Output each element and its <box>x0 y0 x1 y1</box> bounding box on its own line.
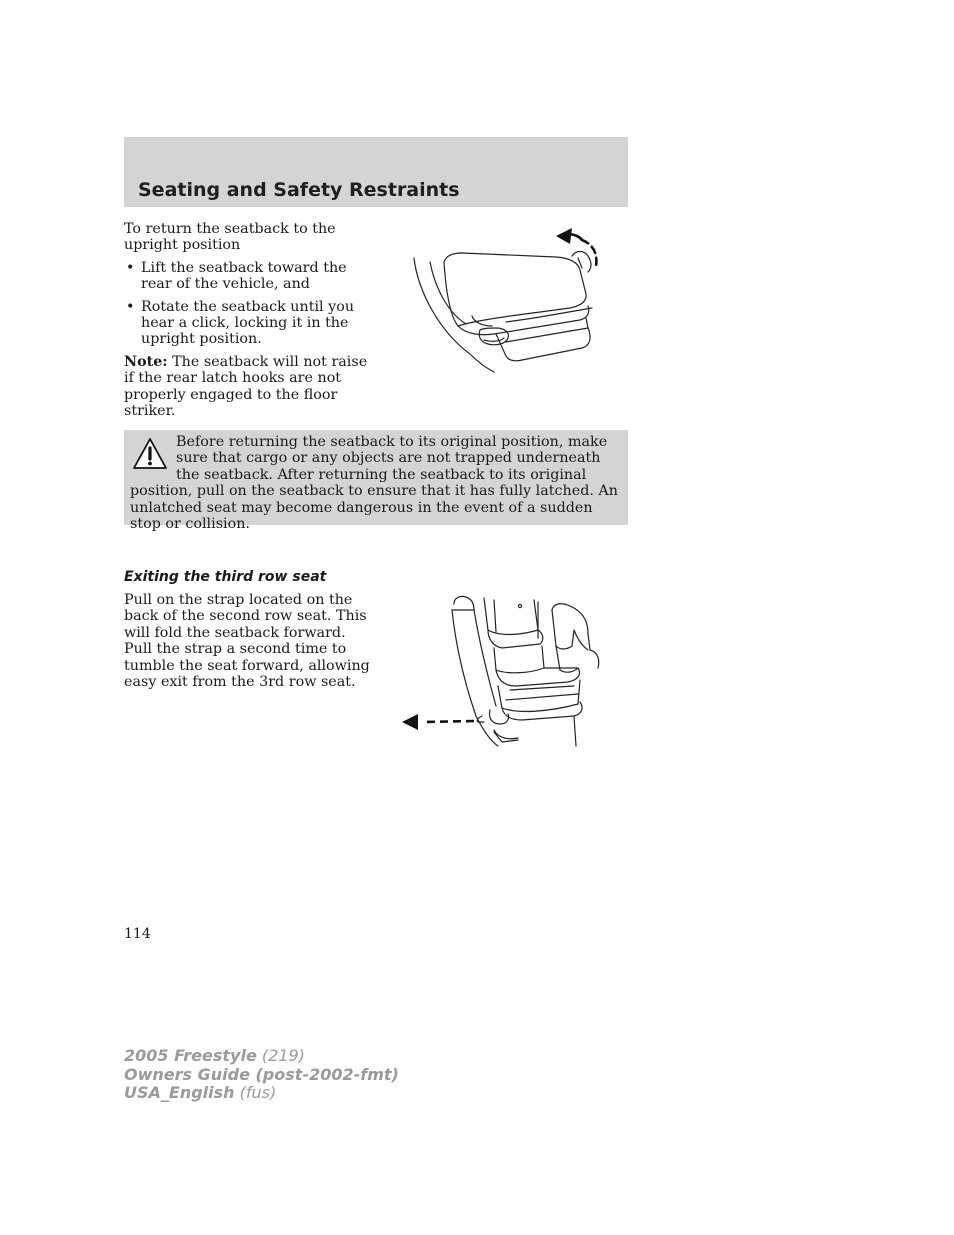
note-paragraph <box>124 354 374 420</box>
footer-line-3 <box>124 1084 399 1103</box>
footer-locale: USA_English <box>124 1083 235 1102</box>
exit-third-row-heading: Exiting the third row seat <box>124 569 327 585</box>
warning-box <box>124 430 628 533</box>
note-text: The seatback will not raise if the rear latch hooks are not properly engaged to the floor striker. <box>124 353 368 420</box>
intro-block <box>124 221 374 419</box>
footer-model-code: (219) <box>256 1046 305 1065</box>
warning-text: Before returning the seatback to its original position, make sure that cargo or any objects are not trapped underneath the seatback. After returning the seatback to its original position, pull on the seatback to ensure that it has fully latched. An unlatched seat may become dangerous in the event of a sudden stop or collision. <box>130 434 618 533</box>
section-title: Seating and Safety Restraints <box>138 179 460 201</box>
footer-locale-code: (fus) <box>234 1083 277 1102</box>
exit-third-row-text: Pull on the strap located on the back of the second row seat. This will fold the seatback forward. Pull the strap a second time to tumble the seat forward, allowing easy exit from the 3rd row seat. <box>124 592 370 691</box>
list-item <box>124 299 374 348</box>
footer-guide: Owners Guide (post-2002-fmt) <box>124 1064 399 1084</box>
page-number: 114 <box>124 926 151 942</box>
list-item <box>124 260 374 293</box>
warning-triangle-icon <box>132 436 168 472</box>
list-item-text: Rotate the seatback until you hear a click, locking it in the upright position. <box>141 298 355 348</box>
instruction-list <box>124 260 374 348</box>
list-item-text: Lift the seatback toward the rear of the vehicle, and <box>141 259 347 293</box>
seatback-raise-illustration <box>410 222 610 376</box>
footer-model: 2005 Freestyle <box>124 1046 257 1065</box>
document-footer <box>124 1047 399 1103</box>
note-label: Note: <box>124 353 168 370</box>
seat-tumble-illustration <box>398 590 602 752</box>
section-header-band <box>124 137 628 207</box>
footer-line-2 <box>124 1066 399 1085</box>
bullet-marker: • <box>126 298 135 315</box>
intro-lead: To return the seatback to the upright position <box>124 221 336 254</box>
bullet-marker: • <box>126 259 135 276</box>
footer-line-1 <box>124 1047 399 1066</box>
